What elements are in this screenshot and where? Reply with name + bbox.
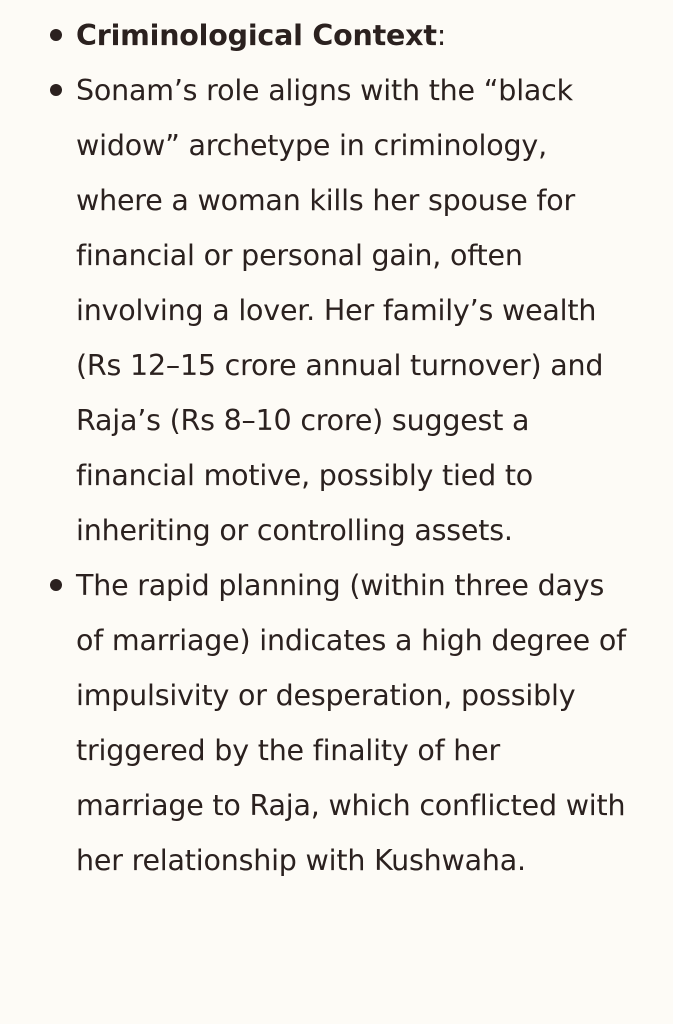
bullet-icon	[50, 29, 62, 41]
list-item-text: The rapid planning (within three days of marriage) indicates a high degree of impulsivity or desperation, possibly triggered by the finality of her marriage to Raja, which conflicted with her relationship with Kushwaha.	[76, 569, 626, 877]
list-item-heading	[0, 8, 673, 63]
list-item	[0, 63, 673, 558]
bullet-icon	[50, 579, 62, 591]
bullet-list	[0, 8, 673, 888]
bullet-icon	[50, 84, 62, 96]
heading-colon: :	[436, 19, 447, 52]
section-heading: Criminological Context	[76, 19, 437, 52]
list-item-text: Sonam’s role aligns with the “black widow” archetype in criminology, where a woman kills her spouse for financial or personal gain, often involving a lover. Her family’s wealth (Rs 12–15 crore annual turnover) and Raja’s (Rs 8–10 crore) suggest a financial motive, possibly tied to inheriting or controlling assets.	[76, 74, 604, 547]
list-item	[0, 558, 673, 888]
